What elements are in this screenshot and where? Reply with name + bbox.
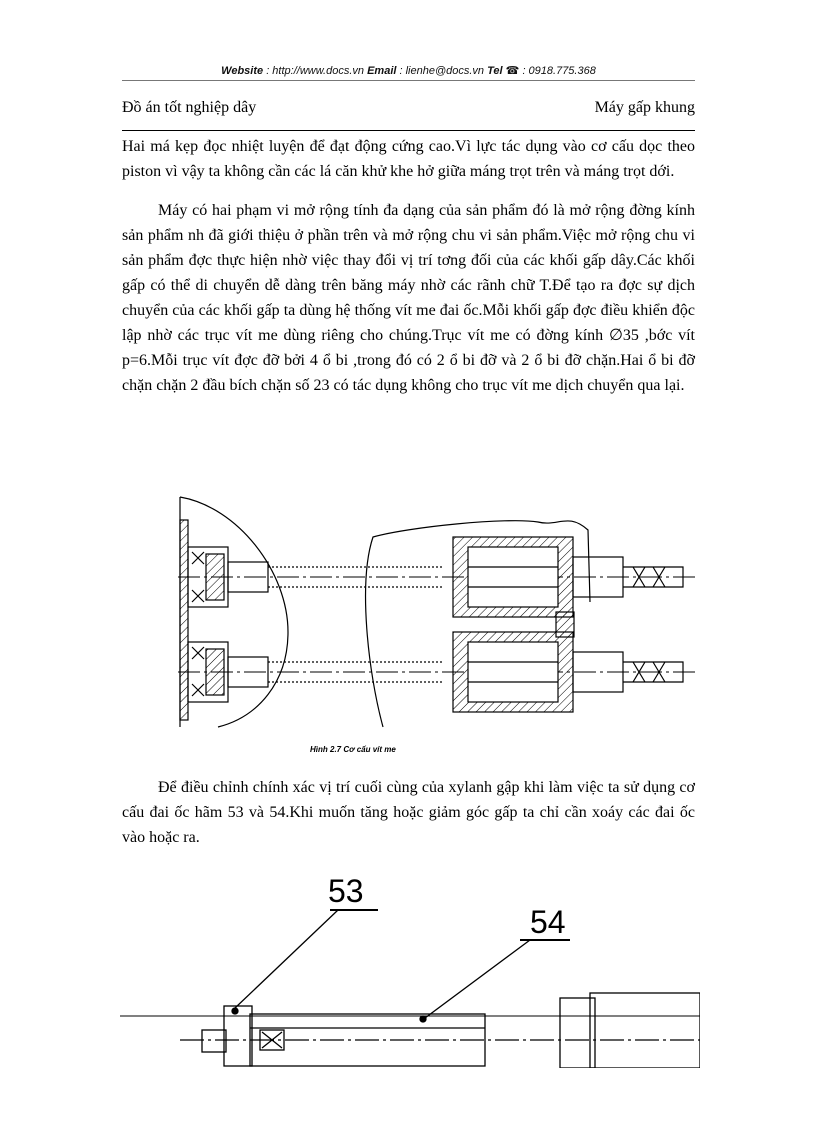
phone-icon: ☎ (505, 65, 520, 77)
body-text-top (122, 134, 695, 398)
paragraph-2: Máy có hai phạm vi mở rộng tính đa dạng của sản phẩm đó là mở rộng đờng kính sản phẩm nh đã giới thiệu ở phần trên và mở rộng chu vi sản phẩm.Việc mở rộng chu vi sản phẩm đợc thực hiện nhờ việc thay đổi vị trí tơng đối của các khối gấp dây.Các khối gấp có thể di chuyển dễ dàng trên băng máy nhờ các rãnh chữ T.Để tạo ra đợc sự dịch chuyển của các khối gấp ta dùng hệ thống vít me đai ốc.Mỗi khối gấp đợc điều khiển độc lập nhờ các trục vít me dùng riêng cho chúng.Trục vít me có đờng kính ∅35 ,bớc vít p=6.Mỗi trục vít đợc đỡ bởi 4 ổ bi ,trong đó có 2 ổ bi đỡ và 2 ổ bi đỡ chặn.Hai ổ bi đỡ chặn chặn 2 đầu bích chặn số 23 có tác dụng không cho trục vít me dịch chuyển qua lại. (122, 202, 695, 394)
label-53: 53 (328, 873, 364, 909)
body-text-bottom (122, 775, 695, 850)
paragraph-3: Để điều chỉnh chính xác vị trí cuối cùng của xylanh gập khi làm việc ta sử dụng cơ cấu đai ốc hãm 53 và 54.Khi muốn tăng hoặc giảm góc gấp ta chỉ cần xoáy các đai ốc vào hoặc ra. (122, 779, 695, 846)
email-label: Email (367, 65, 397, 77)
lock-nut-figure (120, 868, 700, 1068)
document-header (122, 100, 695, 131)
email-value[interactable]: : lienhe@docs.vn (399, 65, 485, 77)
label-54: 54 (530, 904, 566, 940)
tel-value: : 0918.775.368 (522, 65, 596, 77)
website-header-line (122, 64, 695, 81)
website-value[interactable]: : http://www.docs.vn (266, 65, 365, 77)
lead-screw-figure (178, 492, 698, 732)
figure-caption: Hình 2.7 Cơ cấu vít me (310, 745, 396, 754)
tel-label: Tel (487, 65, 503, 77)
paragraph-1: Hai má kẹp đọc nhiệt luyện để đạt động cứng cao.Vì lực tác dụng vào cơ cấu dọc theo piston vì vậy ta không cần các lá căn khử khe hở giữa máng trọt trên và máng trọt dới. (122, 138, 695, 180)
header-left-title: Đồ án tốt nghiệp dây (122, 99, 257, 116)
header-right-title: Máy gấp khung (594, 99, 695, 116)
website-label: Website (221, 65, 264, 77)
